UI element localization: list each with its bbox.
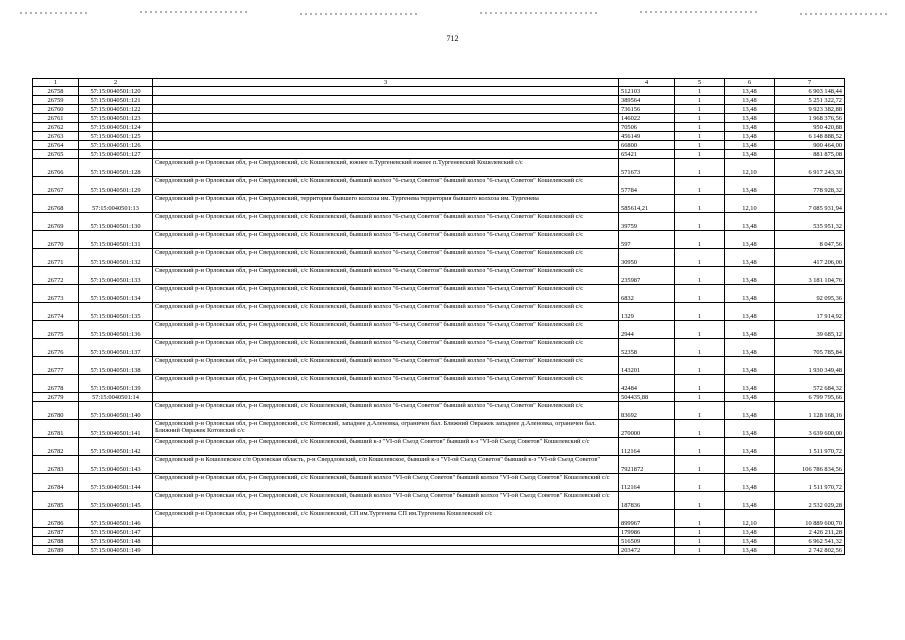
area-cell: 203472 xyxy=(619,546,675,555)
cadastral-value-cell: 17 914,92 xyxy=(775,303,845,321)
cadastral-number-cell: 57:15:0040501:140 xyxy=(79,402,153,420)
area-cell: 187836 xyxy=(619,492,675,510)
row-number-cell: 26770 xyxy=(33,231,79,249)
unit-price-cell: 12,10 xyxy=(725,195,775,213)
unit-price-cell: 13,48 xyxy=(725,177,775,195)
cadastral-number-cell: 57:15:0040501:13 xyxy=(79,195,153,213)
share-cell: 1 xyxy=(675,402,725,420)
location-description-cell xyxy=(153,87,619,96)
location-description-cell xyxy=(153,105,619,114)
cadastral-value-cell: 705 785,84 xyxy=(775,339,845,357)
table-row xyxy=(33,213,845,231)
table-row xyxy=(33,267,845,285)
location-description-cell: Свердловский р-н Орловская обл, р-н Свердловский, территория бывшего колхоза им. Тургенева территория бывшего колхоза им. Тургенева xyxy=(153,195,619,213)
row-number-cell: 26766 xyxy=(33,159,79,177)
area-cell: 42484 xyxy=(619,375,675,393)
table-row xyxy=(33,474,845,492)
share-cell: 1 xyxy=(675,249,725,267)
unit-price-cell: 13,48 xyxy=(725,357,775,375)
unit-price-cell: 13,48 xyxy=(725,321,775,339)
column-header: 5 xyxy=(675,79,725,87)
cadastral-number-cell: 57:15:0040501:136 xyxy=(79,321,153,339)
unit-price-cell: 13,48 xyxy=(725,123,775,132)
cadastral-value-cell: 6 903 148,44 xyxy=(775,87,845,96)
share-cell: 1 xyxy=(675,150,725,159)
cadastral-number-cell: 57:15:0040501:148 xyxy=(79,537,153,546)
cadastral-number-cell: 57:15:0040501:129 xyxy=(79,177,153,195)
cadastral-number-cell: 57:15:0040501:132 xyxy=(79,249,153,267)
cadastral-value-cell: 3 181 104,76 xyxy=(775,267,845,285)
location-description-cell: Свердловский р-н Орловская обл, р-н Свердловский, с/с Кошелевский, бывший к-з "VI-ой Съезд Советов" бывший к-з "VI-ой Съезд Советов" Кошелевский с/с xyxy=(153,438,619,456)
share-cell: 1 xyxy=(675,87,725,96)
unit-price-cell: 13,48 xyxy=(725,231,775,249)
row-number-cell: 26772 xyxy=(33,267,79,285)
location-description-cell xyxy=(153,546,619,555)
cadastral-value-cell: 1 511 970,72 xyxy=(775,474,845,492)
unit-price-cell: 13,48 xyxy=(725,528,775,537)
area-cell: 270000 xyxy=(619,420,675,438)
area-cell: 571673 xyxy=(619,159,675,177)
area-cell: 235987 xyxy=(619,267,675,285)
location-description-cell: Свердловский р-н Орловская обл, р-н Свердловский, с/с Кошелевский, бывший колхоз "6-съезд Советов" бывший колхоз "6-съезд Советов" Кошелевский с/с xyxy=(153,375,619,393)
share-cell: 1 xyxy=(675,141,725,150)
row-number-cell: 26760 xyxy=(33,105,79,114)
cadastral-number-cell: 57:15:0040501:128 xyxy=(79,159,153,177)
location-description-cell: Свердловский р-н Орловская обл, р-н Свердловский, с/с Кошелевский, бывший колхоз "6-съезд Советов" бывший колхоз "6-съезд Советов" Кошелевский с/с xyxy=(153,321,619,339)
cadastral-value-cell: 6 148 888,52 xyxy=(775,132,845,141)
area-cell: 83692 xyxy=(619,402,675,420)
row-number-cell: 26767 xyxy=(33,177,79,195)
table-row xyxy=(33,321,845,339)
cadastral-value-cell: 1 511 970,72 xyxy=(775,438,845,456)
location-description-cell: Свердловский р-н Орловская обл, р-н Свердловский, с/с Кошелевский, СП им.Тургенева СП им.Тургенева Кошелевский с/с xyxy=(153,510,619,528)
unit-price-cell: 13,48 xyxy=(725,132,775,141)
row-number-cell: 26775 xyxy=(33,321,79,339)
table-row xyxy=(33,231,845,249)
row-number-cell: 26763 xyxy=(33,132,79,141)
area-cell: 736156 xyxy=(619,105,675,114)
share-cell: 1 xyxy=(675,546,725,555)
cadastral-value-cell: 572 684,32 xyxy=(775,375,845,393)
area-cell: 585614,21 xyxy=(619,195,675,213)
row-number-cell: 26759 xyxy=(33,96,79,105)
location-description-cell xyxy=(153,96,619,105)
row-number-cell: 26784 xyxy=(33,474,79,492)
cadastral-number-cell: 57:15:0040501:141 xyxy=(79,420,153,438)
location-description-cell: Свердловский р-н Орловская обл, р-н Свердловский, с/с Кошелевский, бывший колхоз "6-съезд Советов" бывший колхоз "6-съезд Советов" Кошелевский с/с xyxy=(153,303,619,321)
table-row xyxy=(33,420,845,438)
row-number-cell: 26779 xyxy=(33,393,79,402)
cadastral-number-cell: 57:15:0040501:130 xyxy=(79,213,153,231)
table-row xyxy=(33,357,845,375)
table-row xyxy=(33,87,845,96)
area-cell: 456149 xyxy=(619,132,675,141)
cadastral-value-cell: 10 889 600,70 xyxy=(775,510,845,528)
unit-price-cell: 13,48 xyxy=(725,474,775,492)
cadastral-number-cell: 57:15:0040501:131 xyxy=(79,231,153,249)
location-description-cell: Свердловский р-н Орловская обл, р-н Свердловский, с/с Кошелевский, бывший колхоз "6-съезд Советов" бывший колхоз "6-съезд Советов" Кошелевский с/с xyxy=(153,285,619,303)
unit-price-cell: 13,48 xyxy=(725,150,775,159)
cadastral-value-cell: 2 532 029,28 xyxy=(775,492,845,510)
row-number-cell: 26785 xyxy=(33,492,79,510)
location-description-cell: Свердловский р-н Орловская обл, р-н Свердловский, с/с Кошелевский, бывший колхоз "6-съезд Советов" бывший колхоз "6-съезд Советов" Кошелевский с/с xyxy=(153,249,619,267)
area-cell: 516509 xyxy=(619,537,675,546)
location-description-cell: Свердловский р-н Орловская обл, р-н Свердловский, с/с Кошелевский, бывший колхоз "6-съезд Советов" бывший колхоз "6-съезд Советов" Кошелевский с/с xyxy=(153,231,619,249)
cadastral-number-cell: 57:15:0040501:124 xyxy=(79,123,153,132)
cadastral-value-cell: 417 206,00 xyxy=(775,249,845,267)
row-number-cell: 26787 xyxy=(33,528,79,537)
table-row xyxy=(33,141,845,150)
row-number-cell: 26777 xyxy=(33,357,79,375)
share-cell: 1 xyxy=(675,492,725,510)
unit-price-cell: 13,48 xyxy=(725,456,775,474)
column-header: 1 xyxy=(33,79,79,87)
area-cell: 57784 xyxy=(619,177,675,195)
cadastral-value-cell: 6 799 795,66 xyxy=(775,393,845,402)
share-cell: 1 xyxy=(675,123,725,132)
area-cell: 112164 xyxy=(619,438,675,456)
location-description-cell: Свердловский р-н Орловская обл, р-н Свердловский, с/с Кошелевский, бывший колхоз "6-съезд Советов" бывший колхоз "6-съезд Советов" Кошелевский с/с xyxy=(153,177,619,195)
cadastral-number-cell: 57:15:0040501:137 xyxy=(79,339,153,357)
cadastral-number-cell: 57:15:0040501:149 xyxy=(79,546,153,555)
unit-price-cell: 13,48 xyxy=(725,96,775,105)
column-header: 6 xyxy=(725,79,775,87)
table-row xyxy=(33,303,845,321)
unit-price-cell: 13,48 xyxy=(725,402,775,420)
table-row xyxy=(33,249,845,267)
cadastral-value-cell: 1 968 376,56 xyxy=(775,114,845,123)
row-number-cell: 26783 xyxy=(33,456,79,474)
area-cell: 70506 xyxy=(619,123,675,132)
location-description-cell: Свердловский р-н Орловская обл, р-н Свердловский, с/с Кошелевский, бывший колхоз "VI-ой Съезд Советов" бывший колхоз "VI-ой Съезд Советов" Кошелевский с/с xyxy=(153,474,619,492)
cadastral-value-cell: 8 047,56 xyxy=(775,231,845,249)
cadastral-number-cell: 57:15:0040501:125 xyxy=(79,132,153,141)
table-row xyxy=(33,528,845,537)
area-cell: 504435,88 xyxy=(619,393,675,402)
table-row xyxy=(33,105,845,114)
share-cell: 1 xyxy=(675,339,725,357)
area-cell: 2944 xyxy=(619,321,675,339)
cadastral-value-cell: 6 917 243,30 xyxy=(775,159,845,177)
scan-artifact-line xyxy=(0,10,905,18)
unit-price-cell: 13,48 xyxy=(725,303,775,321)
table-row xyxy=(33,159,845,177)
cadastral-value-cell: 950 420,88 xyxy=(775,123,845,132)
cadastral-number-cell: 57:15:0040501:122 xyxy=(79,105,153,114)
cadastral-number-cell: 57:15:0040501:146 xyxy=(79,510,153,528)
cadastral-number-cell: 57:15:0040501:138 xyxy=(79,357,153,375)
row-number-cell: 26786 xyxy=(33,510,79,528)
share-cell: 1 xyxy=(675,393,725,402)
location-description-cell: Свердловский р-н Орловская обл, р-н Свердловский, с/с Кошелевский, бывший колхоз "6-съезд Советов" бывший колхоз "6-съезд Советов" Кошелевский с/с xyxy=(153,357,619,375)
cadastral-number-cell: 57:15:0040501:135 xyxy=(79,303,153,321)
area-cell: 512103 xyxy=(619,87,675,96)
share-cell: 1 xyxy=(675,303,725,321)
cadastral-value-cell: 1 128 168,16 xyxy=(775,402,845,420)
area-cell: 146022 xyxy=(619,114,675,123)
table-row xyxy=(33,393,845,402)
row-number-cell: 26758 xyxy=(33,87,79,96)
cadastral-number-cell: 57:15:0040501:133 xyxy=(79,267,153,285)
share-cell: 1 xyxy=(675,231,725,249)
area-cell: 65421 xyxy=(619,150,675,159)
area-cell: 112164 xyxy=(619,474,675,492)
location-description-cell: Свердловский р-н Орловская обл, р-н Свердловский, с/с Кошелевский, бывший колхоз "6-съезд Советов" бывший колхоз "6-съезд Советов" Кошелевский с/с xyxy=(153,339,619,357)
location-description-cell xyxy=(153,123,619,132)
row-number-cell: 26773 xyxy=(33,285,79,303)
table-row xyxy=(33,537,845,546)
unit-price-cell: 13,48 xyxy=(725,114,775,123)
location-description-cell: Свердловский р-н Орловская обл, р-н Свердловский, с/с Кошелевский, бывший колхоз "6-съезд Советов" бывший колхоз "6-съезд Советов" Кошелевский с/с xyxy=(153,267,619,285)
location-description-cell: Свердловский р-н Орловская обл, р-н Свердловский, с/с Кошелевский, бывший колхоз "VI-ой Съезд Советов" бывший колхоз "VI-ой Съезд Советов" Кошелевский с/с xyxy=(153,492,619,510)
table-row xyxy=(33,492,845,510)
share-cell: 1 xyxy=(675,438,725,456)
unit-price-cell: 13,48 xyxy=(725,213,775,231)
share-cell: 1 xyxy=(675,528,725,537)
location-description-cell xyxy=(153,537,619,546)
location-description-cell xyxy=(153,393,619,402)
unit-price-cell: 12,10 xyxy=(725,510,775,528)
unit-price-cell: 13,48 xyxy=(725,87,775,96)
area-cell: 597 xyxy=(619,231,675,249)
share-cell: 1 xyxy=(675,420,725,438)
row-number-cell: 26781 xyxy=(33,420,79,438)
location-description-cell xyxy=(153,141,619,150)
column-header: 3 xyxy=(153,79,619,87)
share-cell: 1 xyxy=(675,375,725,393)
table-row xyxy=(33,456,845,474)
unit-price-cell: 13,48 xyxy=(725,537,775,546)
share-cell: 1 xyxy=(675,105,725,114)
area-cell: 39759 xyxy=(619,213,675,231)
area-cell: 1329 xyxy=(619,303,675,321)
cadastral-number-cell: 57:15:0040501:121 xyxy=(79,96,153,105)
row-number-cell: 26769 xyxy=(33,213,79,231)
cadastral-value-cell: 5 251 322,72 xyxy=(775,96,845,105)
column-header: 4 xyxy=(619,79,675,87)
cadastral-value-cell: 7 085 931,94 xyxy=(775,195,845,213)
share-cell: 1 xyxy=(675,213,725,231)
cadastral-number-cell: 57:15:0040501:14 xyxy=(79,393,153,402)
table-row xyxy=(33,510,845,528)
share-cell: 1 xyxy=(675,114,725,123)
cadastral-number-cell: 57:15:0040501:144 xyxy=(79,474,153,492)
table-row xyxy=(33,375,845,393)
row-number-cell: 26774 xyxy=(33,303,79,321)
share-cell: 1 xyxy=(675,132,725,141)
table-row xyxy=(33,195,845,213)
cadastral-value-cell: 2 426 211,28 xyxy=(775,528,845,537)
table-header-row xyxy=(33,79,845,87)
area-cell: 30950 xyxy=(619,249,675,267)
unit-price-cell: 13,48 xyxy=(725,267,775,285)
cadastral-value-cell: 1 930 349,48 xyxy=(775,357,845,375)
row-number-cell: 26761 xyxy=(33,114,79,123)
unit-price-cell: 13,48 xyxy=(725,546,775,555)
page-number: 712 xyxy=(446,34,459,43)
unit-price-cell: 13,48 xyxy=(725,438,775,456)
table-row xyxy=(33,438,845,456)
share-cell: 1 xyxy=(675,357,725,375)
area-cell: 143201 xyxy=(619,357,675,375)
area-cell: 389564 xyxy=(619,96,675,105)
cadastral-number-cell: 57:15:0040501:127 xyxy=(79,150,153,159)
unit-price-cell: 13,48 xyxy=(725,492,775,510)
share-cell: 1 xyxy=(675,285,725,303)
location-description-cell: Свердловский р-н Орловская обл, р-н Свердловский, с/с Котовский, западнее д.Аленовка, ограничен бал. Ближний Овражек западнее д.Аленовка, ограничен бал. Ближний Овражек Котовский с/с xyxy=(153,420,619,438)
cadastral-number-cell: 57:15:0040501:143 xyxy=(79,456,153,474)
unit-price-cell: 12,10 xyxy=(725,159,775,177)
area-cell: 7921872 xyxy=(619,456,675,474)
land-plot-table xyxy=(32,78,845,555)
unit-price-cell: 13,48 xyxy=(725,393,775,402)
cadastral-number-cell: 57:15:0040501:142 xyxy=(79,438,153,456)
cadastral-value-cell: 9 923 382,88 xyxy=(775,105,845,114)
column-header: 7 xyxy=(775,79,845,87)
cadastral-number-cell: 57:15:0040501:147 xyxy=(79,528,153,537)
cadastral-number-cell: 57:15:0040501:120 xyxy=(79,87,153,96)
location-description-cell xyxy=(153,132,619,141)
location-description-cell: Свердловский р-н Орловская обл, р-н Свердловский, с/с Кошелевский, бывший колхоз "6-съезд Советов" бывший колхоз "6-съезд Советов" Кошелевский с/с xyxy=(153,402,619,420)
location-description-cell: Свердловский р-н Кошелевское с/п Орловская область, р-н Свердловский, с/п Кошелевское, бывший к-з "VI-ой Съезд Советов" бывший к-з "VI-ой Съезд Советов" xyxy=(153,456,619,474)
share-cell: 1 xyxy=(675,537,725,546)
row-number-cell: 26765 xyxy=(33,150,79,159)
share-cell: 1 xyxy=(675,510,725,528)
table-row xyxy=(33,96,845,105)
cadastral-value-cell: 3 639 600,00 xyxy=(775,420,845,438)
cadastral-value-cell: 535 951,32 xyxy=(775,213,845,231)
table-row xyxy=(33,114,845,123)
cadastral-number-cell: 57:15:0040501:134 xyxy=(79,285,153,303)
unit-price-cell: 13,48 xyxy=(725,420,775,438)
unit-price-cell: 13,48 xyxy=(725,105,775,114)
row-number-cell: 26776 xyxy=(33,339,79,357)
row-number-cell: 26789 xyxy=(33,546,79,555)
row-number-cell: 26780 xyxy=(33,402,79,420)
share-cell: 1 xyxy=(675,96,725,105)
unit-price-cell: 13,48 xyxy=(725,375,775,393)
unit-price-cell: 13,48 xyxy=(725,339,775,357)
cadastral-number-cell: 57:15:0040501:123 xyxy=(79,114,153,123)
table-row xyxy=(33,132,845,141)
share-cell: 1 xyxy=(675,456,725,474)
share-cell: 1 xyxy=(675,474,725,492)
unit-price-cell: 13,48 xyxy=(725,249,775,267)
row-number-cell: 26788 xyxy=(33,537,79,546)
location-description-cell: Свердловский р-н Орловская обл, р-н Свердловский, с/с Кошелевский, южнее п.Тургеневский южнее п.Тургеневский Кошелевский с/с xyxy=(153,159,619,177)
row-number-cell: 26762 xyxy=(33,123,79,132)
row-number-cell: 26782 xyxy=(33,438,79,456)
share-cell: 1 xyxy=(675,159,725,177)
area-cell: 6832 xyxy=(619,285,675,303)
location-description-cell xyxy=(153,528,619,537)
table-row xyxy=(33,402,845,420)
cadastral-number-cell: 57:15:0040501:126 xyxy=(79,141,153,150)
cadastral-value-cell: 92 095,36 xyxy=(775,285,845,303)
cadastral-value-cell: 6 962 541,32 xyxy=(775,537,845,546)
cadastral-value-cell: 106 786 834,56 xyxy=(775,456,845,474)
share-cell: 1 xyxy=(675,321,725,339)
unit-price-cell: 13,48 xyxy=(725,141,775,150)
table-row xyxy=(33,177,845,195)
cadastral-value-cell: 778 928,32 xyxy=(775,177,845,195)
area-cell: 179986 xyxy=(619,528,675,537)
area-cell: 66800 xyxy=(619,141,675,150)
location-description-cell xyxy=(153,114,619,123)
share-cell: 1 xyxy=(675,195,725,213)
location-description-cell: Свердловский р-н Орловская обл, р-н Свердловский, с/с Кошелевский, бывший колхоз "6-съезд Советов" бывший колхоз "6-съезд Советов" Кошелевский с/с xyxy=(153,213,619,231)
share-cell: 1 xyxy=(675,267,725,285)
cadastral-value-cell: 900 464,00 xyxy=(775,141,845,150)
row-number-cell: 26764 xyxy=(33,141,79,150)
cadastral-value-cell: 39 685,12 xyxy=(775,321,845,339)
share-cell: 1 xyxy=(675,177,725,195)
area-cell: 899967 xyxy=(619,510,675,528)
table-row xyxy=(33,285,845,303)
area-cell: 52358 xyxy=(619,339,675,357)
row-number-cell: 26771 xyxy=(33,249,79,267)
table-row xyxy=(33,123,845,132)
location-description-cell xyxy=(153,150,619,159)
table-row xyxy=(33,546,845,555)
unit-price-cell: 13,48 xyxy=(725,285,775,303)
cadastral-value-cell: 2 742 802,56 xyxy=(775,546,845,555)
cadastral-value-cell: 881 875,08 xyxy=(775,150,845,159)
row-number-cell: 26768 xyxy=(33,195,79,213)
row-number-cell: 26778 xyxy=(33,375,79,393)
table-row xyxy=(33,150,845,159)
column-header: 2 xyxy=(79,79,153,87)
table-row xyxy=(33,339,845,357)
cadastral-number-cell: 57:15:0040501:139 xyxy=(79,375,153,393)
cadastral-number-cell: 57:15:0040501:145 xyxy=(79,492,153,510)
